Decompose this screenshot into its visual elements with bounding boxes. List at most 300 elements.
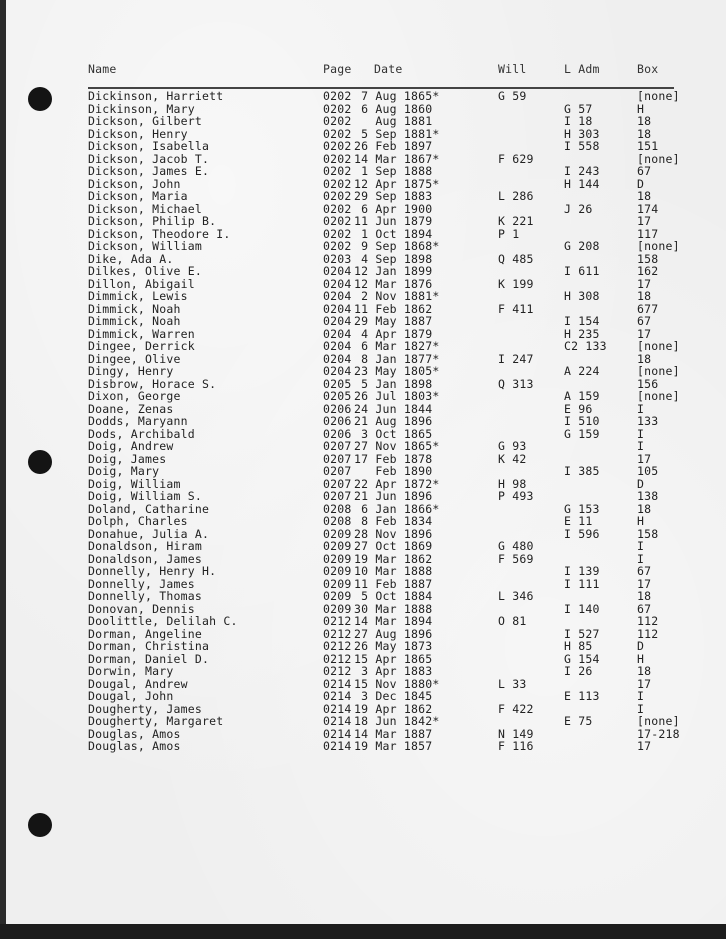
- cell-box: [none]: [637, 389, 680, 403]
- cell-name: Dorwin, Mary: [88, 664, 174, 678]
- cell-l-adm: I 385: [564, 464, 600, 478]
- cell-name: Dike, Ada A.: [88, 251, 174, 266]
- cell-l-adm: I 596: [564, 526, 600, 541]
- cell-box: H: [637, 101, 645, 116]
- cell-date: 8 Jan 1877*: [354, 351, 440, 366]
- cell-name: Donnelly, Henry H.: [88, 564, 217, 578]
- cell-page: 0212: [323, 614, 352, 628]
- cell-page: 0209: [323, 564, 352, 578]
- cell-box: 18: [637, 351, 652, 366]
- cell-page: 0202: [323, 114, 352, 128]
- cell-box: 133: [637, 414, 659, 428]
- cell-date: 26 May 1873: [354, 639, 433, 653]
- cell-date: 11 Feb 1862: [354, 301, 433, 316]
- cell-name: Donaldson, Hiram: [88, 539, 202, 553]
- cell-page: 0214: [323, 739, 352, 753]
- cell-box: 18: [637, 664, 652, 678]
- cell-l-adm: I 18: [564, 114, 593, 128]
- cell-date: 19 Mar 1857: [354, 739, 433, 753]
- cell-page: 0204: [323, 364, 352, 378]
- cell-name: Dorman, Daniel D.: [88, 651, 210, 666]
- cell-box: 18: [637, 189, 652, 203]
- cell-date: 11 Jun 1879: [354, 214, 433, 228]
- cell-name: Doig, Andrew: [88, 439, 174, 453]
- table-row: [6, 590, 726, 603]
- cell-page: 0203: [323, 251, 352, 266]
- cell-will: K 199: [498, 276, 534, 291]
- cell-page: 0202: [323, 151, 352, 166]
- cell-will: N 149: [498, 726, 534, 741]
- cell-box: 17: [637, 326, 652, 341]
- cell-name: Dickson, Gilbert: [88, 114, 202, 128]
- table-row: [6, 440, 726, 453]
- cell-box: 117: [637, 226, 659, 241]
- cell-page: 0212: [323, 651, 352, 666]
- cell-will: F 116: [498, 739, 534, 753]
- cell-name: Disbrow, Horace S.: [88, 376, 217, 391]
- cell-page: 0208: [323, 514, 352, 528]
- cell-will: P 1: [498, 226, 520, 241]
- cell-box: 17-218: [637, 726, 680, 741]
- cell-box: 17: [637, 276, 652, 291]
- cell-page: 0206: [323, 401, 352, 416]
- cell-name: Dickinson, Harriett: [88, 89, 224, 103]
- cell-l-adm: G 154: [564, 651, 600, 666]
- cell-page: 0214: [323, 676, 352, 691]
- cell-name: Doig, William: [88, 476, 181, 491]
- cell-box: 18: [637, 126, 652, 141]
- cell-box: I: [637, 439, 645, 453]
- cell-date: Aug 1881: [354, 114, 433, 128]
- cell-name: Doland, Catharine: [88, 501, 210, 516]
- column-header-box: Box: [637, 62, 659, 76]
- cell-box: D: [637, 476, 645, 491]
- cell-name: Dickson, James E.: [88, 164, 210, 178]
- cell-l-adm: J 26: [564, 201, 593, 216]
- cell-page: 0207: [323, 464, 352, 478]
- cell-page: 0209: [323, 539, 352, 553]
- cell-date: 14 Mar 1887: [354, 726, 433, 741]
- cell-date: 24 Jun 1844: [354, 401, 433, 416]
- cell-page: 0202: [323, 139, 352, 153]
- cell-page: 0212: [323, 626, 352, 641]
- cell-date: 19 Mar 1862: [354, 551, 433, 566]
- cell-box: D: [637, 639, 645, 653]
- cell-name: Dodds, Maryann: [88, 414, 188, 428]
- cell-will: O 81: [498, 614, 527, 628]
- cell-page: 0206: [323, 426, 352, 441]
- cell-l-adm: I 139: [564, 564, 600, 578]
- cell-will: K 42: [498, 451, 527, 466]
- cell-page: 0202: [323, 176, 352, 191]
- cell-box: 158: [637, 251, 659, 266]
- cell-box: [none]: [637, 339, 680, 353]
- cell-will: G 480: [498, 539, 534, 553]
- cell-will: F 411: [498, 301, 534, 316]
- cell-page: 0204: [323, 351, 352, 366]
- cell-box: [none]: [637, 89, 680, 103]
- cell-box: I: [637, 401, 645, 416]
- cell-name: Dolph, Charles: [88, 514, 188, 528]
- cell-box: 156: [637, 376, 659, 391]
- scan-bottom-edge: [0, 924, 726, 939]
- cell-name: Dickson, Isabella: [88, 139, 210, 153]
- table-row: [6, 90, 726, 103]
- table-row: [6, 490, 726, 503]
- scanned-page: [6, 0, 726, 924]
- cell-page: 0209: [323, 601, 352, 616]
- cell-l-adm: G 208: [564, 239, 600, 253]
- cell-l-adm: I 558: [564, 139, 600, 153]
- table-row: [6, 240, 726, 253]
- table-row: [6, 140, 726, 153]
- cell-date: 19 Apr 1862: [354, 701, 433, 716]
- cell-name: Dougal, John: [88, 689, 174, 703]
- cell-name: Donnelly, Thomas: [88, 589, 202, 603]
- cell-date: 17 Feb 1878: [354, 451, 433, 466]
- cell-box: 677: [637, 301, 659, 316]
- cell-date: 5 Oct 1884: [354, 589, 433, 603]
- cell-page: 0214: [323, 714, 352, 728]
- cell-date: 3 Dec 1845: [354, 689, 433, 703]
- cell-name: Douglas, Amos: [88, 739, 181, 753]
- cell-box: [none]: [637, 714, 680, 728]
- cell-date: 4 Apr 1879: [354, 326, 433, 341]
- column-header-name: Name: [88, 62, 117, 76]
- cell-name: Donovan, Dennis: [88, 601, 195, 616]
- cell-page: 0209: [323, 576, 352, 591]
- cell-page: 0214: [323, 689, 352, 703]
- table-row: [6, 615, 726, 628]
- cell-date: 15 Nov 1880*: [354, 676, 440, 691]
- cell-name: Donahue, Julia A.: [88, 526, 210, 541]
- table-row: [6, 540, 726, 553]
- cell-will: F 569: [498, 551, 534, 566]
- cell-date: 1 Oct 1894: [354, 226, 433, 241]
- cell-date: 26 Jul 1803*: [354, 389, 440, 403]
- cell-box: 18: [637, 289, 652, 303]
- cell-l-adm: G 57: [564, 101, 593, 116]
- cell-box: 105: [637, 464, 659, 478]
- cell-name: Dickson, Maria: [88, 189, 188, 203]
- cell-name: Dougherty, Margaret: [88, 714, 224, 728]
- cell-l-adm: I 527: [564, 626, 600, 641]
- cell-will: P 493: [498, 489, 534, 503]
- cell-box: 17: [637, 576, 652, 591]
- cell-date: 14 Mar 1894: [354, 614, 433, 628]
- cell-l-adm: G 153: [564, 501, 600, 516]
- cell-l-adm: E 113: [564, 689, 600, 703]
- cell-name: Donaldson, James: [88, 551, 202, 566]
- cell-date: 21 Jun 1896: [354, 489, 433, 503]
- cell-name: Dimmick, Noah: [88, 301, 181, 316]
- cell-date: 29 May 1887: [354, 314, 433, 328]
- table-row: [6, 165, 726, 178]
- cell-name: Dimmick, Warren: [88, 326, 195, 341]
- cell-will: H 98: [498, 476, 527, 491]
- table-row: [6, 390, 726, 403]
- cell-page: 0204: [323, 326, 352, 341]
- cell-date: 3 Oct 1865: [354, 426, 433, 441]
- cell-l-adm: E 11: [564, 514, 593, 528]
- cell-page: 0202: [323, 101, 352, 116]
- cell-box: 17: [637, 451, 652, 466]
- cell-page: 0214: [323, 726, 352, 741]
- cell-name: Dorman, Christina: [88, 639, 210, 653]
- cell-name: Dingee, Derrick: [88, 339, 195, 353]
- cell-name: Dickson, Henry: [88, 126, 188, 141]
- cell-page: 0209: [323, 589, 352, 603]
- cell-name: Dickson, John: [88, 176, 181, 191]
- cell-l-adm: I 243: [564, 164, 600, 178]
- cell-name: Douglas, Amos: [88, 726, 181, 741]
- cell-l-adm: H 144: [564, 176, 600, 191]
- cell-will: L 346: [498, 589, 534, 603]
- cell-page: 0207: [323, 439, 352, 453]
- cell-box: 18: [637, 589, 652, 603]
- cell-box: H: [637, 514, 645, 528]
- cell-page: 0202: [323, 89, 352, 103]
- cell-box: 162: [637, 264, 659, 278]
- cell-l-adm: I 510: [564, 414, 600, 428]
- cell-box: 67: [637, 601, 652, 616]
- cell-box: 18: [637, 501, 652, 516]
- cell-page: 0204: [323, 276, 352, 291]
- cell-will: G 93: [498, 439, 527, 453]
- cell-name: Dillon, Abigail: [88, 276, 195, 291]
- cell-date: 5 Jan 1898: [354, 376, 433, 391]
- table-row: [6, 740, 726, 753]
- cell-l-adm: H 303: [564, 126, 600, 141]
- cell-name: Dickson, Jacob T.: [88, 151, 210, 166]
- cell-box: D: [637, 176, 645, 191]
- cell-name: Dougherty, James: [88, 701, 202, 716]
- cell-date: 28 Nov 1896: [354, 526, 433, 541]
- cell-box: 158: [637, 526, 659, 541]
- cell-date: 27 Oct 1869: [354, 539, 433, 553]
- column-header-l-adm: L Adm: [564, 62, 600, 76]
- cell-page: 0204: [323, 314, 352, 328]
- cell-page: 0207: [323, 451, 352, 466]
- cell-name: Dilkes, Olive E.: [88, 264, 202, 278]
- cell-l-adm: C2 133: [564, 339, 607, 353]
- cell-box: 17: [637, 214, 652, 228]
- scan-left-edge: [0, 0, 6, 924]
- cell-page: 0204: [323, 264, 352, 278]
- table-row: [6, 565, 726, 578]
- cell-box: [none]: [637, 239, 680, 253]
- cell-name: Dorman, Angeline: [88, 626, 202, 641]
- cell-page: 0202: [323, 214, 352, 228]
- cell-name: Dingee, Olive: [88, 351, 181, 366]
- table-row: [6, 290, 726, 303]
- cell-name: Doig, James: [88, 451, 167, 466]
- column-header-date: Date: [374, 62, 403, 76]
- cell-box: I: [637, 701, 645, 716]
- cell-box: 67: [637, 564, 652, 578]
- cell-name: Doolittle, Delilah C.: [88, 614, 238, 628]
- cell-name: Doane, Zenas: [88, 401, 174, 416]
- cell-name: Dods, Archibald: [88, 426, 195, 441]
- cell-l-adm: A 224: [564, 364, 600, 378]
- cell-page: 0209: [323, 551, 352, 566]
- cell-box: I: [637, 689, 645, 703]
- cell-date: Feb 1890: [354, 464, 433, 478]
- cell-l-adm: G 159: [564, 426, 600, 441]
- cell-page: 0204: [323, 339, 352, 353]
- cell-will: Q 313: [498, 376, 534, 391]
- cell-l-adm: H 235: [564, 326, 600, 341]
- table-row: [6, 315, 726, 328]
- cell-name: Dingy, Henry: [88, 364, 174, 378]
- table-row: [6, 365, 726, 378]
- cell-l-adm: A 159: [564, 389, 600, 403]
- cell-will: G 59: [498, 89, 527, 103]
- cell-box: 138: [637, 489, 659, 503]
- cell-page: 0206: [323, 414, 352, 428]
- cell-will: L 33: [498, 676, 527, 691]
- cell-box: 17: [637, 676, 652, 691]
- cell-page: 0202: [323, 226, 352, 241]
- cell-date: 21 Aug 1896: [354, 414, 433, 428]
- cell-date: 30 Mar 1888: [354, 601, 433, 616]
- cell-name: Dickson, William: [88, 239, 202, 253]
- cell-will: L 286: [498, 189, 534, 203]
- table-row: [6, 715, 726, 728]
- cell-page: 0204: [323, 301, 352, 316]
- cell-page: 0205: [323, 389, 352, 403]
- cell-date: 27 Nov 1865*: [354, 439, 440, 453]
- cell-will: F 629: [498, 151, 534, 166]
- cell-name: Doig, Mary: [88, 464, 160, 478]
- cell-l-adm: H 85: [564, 639, 593, 653]
- cell-date: 14 Mar 1867*: [354, 151, 440, 166]
- punch-hole: [28, 813, 52, 837]
- cell-date: 26 Feb 1897: [354, 139, 433, 153]
- cell-name: Dickson, Philip B.: [88, 214, 217, 228]
- cell-date: 12 Jan 1899: [354, 264, 433, 278]
- cell-box: I: [637, 426, 645, 441]
- cell-box: 17: [637, 739, 652, 753]
- table-row: [6, 415, 726, 428]
- cell-name: Dixon, George: [88, 389, 181, 403]
- table-row: [6, 690, 726, 703]
- table-row: [6, 215, 726, 228]
- cell-date: 6 Jan 1866*: [354, 501, 440, 516]
- cell-date: 2 Nov 1881*: [354, 289, 440, 303]
- cell-date: 6 Aug 1860: [354, 101, 433, 116]
- cell-l-adm: I 26: [564, 664, 593, 678]
- cell-name: Doig, William S.: [88, 489, 202, 503]
- cell-date: 6 Mar 1827*: [354, 339, 440, 353]
- table-row: [6, 265, 726, 278]
- cell-date: 8 Feb 1834: [354, 514, 433, 528]
- table-row: [6, 640, 726, 653]
- table-row: [6, 465, 726, 478]
- cell-page: 0212: [323, 664, 352, 678]
- cell-will: I 247: [498, 351, 534, 366]
- cell-date: 5 Sep 1881*: [354, 126, 440, 141]
- cell-l-adm: I 611: [564, 264, 600, 278]
- cell-page: 0202: [323, 201, 352, 216]
- cell-page: 0209: [323, 526, 352, 541]
- cell-box: 112: [637, 614, 659, 628]
- cell-l-adm: E 75: [564, 714, 593, 728]
- cell-box: H: [637, 651, 645, 666]
- cell-date: 29 Sep 1883: [354, 189, 433, 203]
- cell-box: 174: [637, 201, 659, 216]
- cell-date: 18 Jun 1842*: [354, 714, 440, 728]
- cell-page: 0207: [323, 489, 352, 503]
- cell-date: 3 Apr 1883: [354, 664, 433, 678]
- cell-name: Donnelly, James: [88, 576, 195, 591]
- column-header-page: Page: [323, 62, 352, 76]
- cell-date: 9 Sep 1868*: [354, 239, 440, 253]
- cell-page: 0202: [323, 126, 352, 141]
- cell-page: 0212: [323, 639, 352, 653]
- cell-page: 0208: [323, 501, 352, 516]
- cell-date: 1 Sep 1888: [354, 164, 433, 178]
- cell-date: 22 Apr 1872*: [354, 476, 440, 491]
- cell-box: 67: [637, 164, 652, 178]
- cell-box: [none]: [637, 151, 680, 166]
- cell-name: Dickson, Theodore I.: [88, 226, 231, 241]
- cell-name: Dougal, Andrew: [88, 676, 188, 691]
- cell-l-adm: I 154: [564, 314, 600, 328]
- cell-date: 11 Feb 1887: [354, 576, 433, 591]
- cell-l-adm: I 111: [564, 576, 600, 591]
- cell-date: 27 Aug 1896: [354, 626, 433, 641]
- cell-date: 10 Mar 1888: [354, 564, 433, 578]
- cell-box: I: [637, 539, 645, 553]
- cell-will: Q 485: [498, 251, 534, 266]
- cell-box: 112: [637, 626, 659, 641]
- cell-page: 0205: [323, 376, 352, 391]
- cell-l-adm: E 96: [564, 401, 593, 416]
- table-row: [6, 190, 726, 203]
- cell-page: 0202: [323, 164, 352, 178]
- cell-date: 4 Sep 1898: [354, 251, 433, 266]
- column-header-will: Will: [498, 62, 527, 76]
- cell-date: 12 Mar 1876: [354, 276, 433, 291]
- cell-l-adm: I 140: [564, 601, 600, 616]
- cell-box: 67: [637, 314, 652, 328]
- cell-page: 0202: [323, 239, 352, 253]
- cell-page: 0204: [323, 289, 352, 303]
- cell-date: 15 Apr 1865: [354, 651, 433, 666]
- cell-will: F 422: [498, 701, 534, 716]
- cell-box: I: [637, 551, 645, 566]
- cell-date: 6 Apr 1900: [354, 201, 433, 216]
- cell-date: 12 Apr 1875*: [354, 176, 440, 191]
- cell-name: Dimmick, Lewis: [88, 289, 188, 303]
- cell-page: 0202: [323, 189, 352, 203]
- cell-page: 0214: [323, 701, 352, 716]
- cell-name: Dimmick, Noah: [88, 314, 181, 328]
- cell-page: 0207: [323, 476, 352, 491]
- table-row: [6, 515, 726, 528]
- cell-will: K 221: [498, 214, 534, 228]
- cell-date: 23 May 1805*: [354, 364, 440, 378]
- cell-box: 18: [637, 114, 652, 128]
- cell-name: Dickson, Michael: [88, 201, 202, 216]
- table-row: [6, 340, 726, 353]
- table-row: [6, 115, 726, 128]
- cell-box: 151: [637, 139, 659, 153]
- table-row: [6, 665, 726, 678]
- cell-date: 7 Aug 1865*: [354, 89, 440, 103]
- cell-name: Dickinson, Mary: [88, 101, 195, 116]
